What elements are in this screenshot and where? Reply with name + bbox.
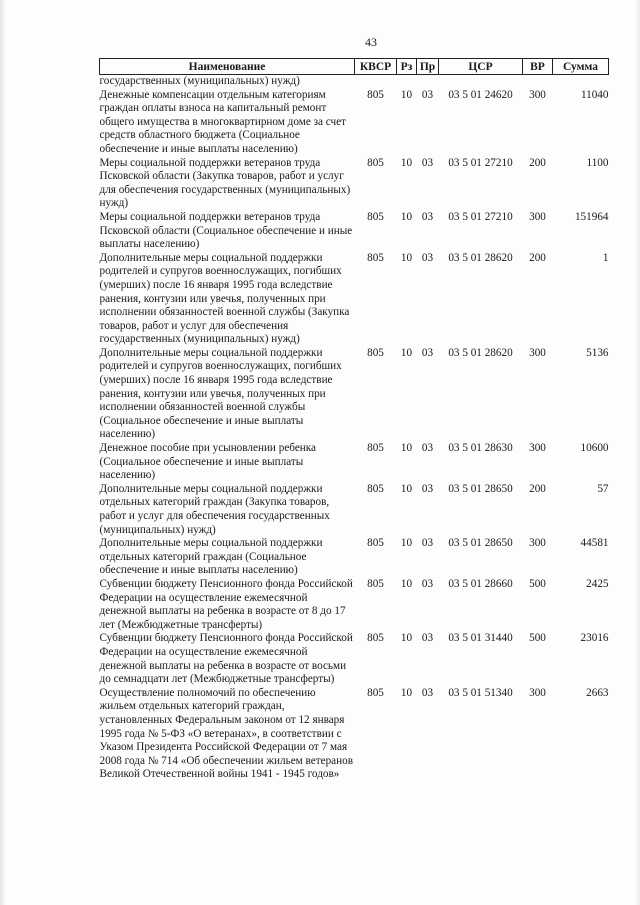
table-row bbox=[100, 211, 609, 252]
row-vr: 500 bbox=[529, 577, 546, 590]
row-vr: 200 bbox=[529, 251, 546, 264]
row-kvsr: 805 bbox=[367, 442, 384, 455]
row-vr: 200 bbox=[529, 482, 546, 495]
table-row bbox=[100, 537, 609, 578]
row-kvsr: 805 bbox=[367, 577, 384, 590]
row-pr: 03 bbox=[421, 537, 434, 550]
continuation-text: государственных (муниципальных) нужд) bbox=[99, 75, 300, 87]
row-kvsr: 805 bbox=[367, 156, 384, 169]
row-sum: 2663 bbox=[586, 686, 609, 699]
row-sum: 23016 bbox=[580, 632, 609, 645]
row-name: Меры социальной поддержки ветеранов труда Псковской области (Закупка товаров, работ и услуг для обеспечения государственных (муниципальных) нужд) bbox=[99, 156, 351, 210]
row-csr: 03 5 01 51340 bbox=[448, 686, 513, 699]
header-vr: ВР bbox=[523, 59, 553, 75]
row-kvsr: 805 bbox=[367, 346, 384, 359]
row-rz: 10 bbox=[400, 156, 413, 169]
row-sum: 10600 bbox=[580, 442, 609, 455]
scan-edge-left bbox=[0, 0, 7, 905]
row-pr: 03 bbox=[421, 251, 434, 264]
row-rz: 10 bbox=[400, 346, 413, 359]
row-name: Дополнительные меры социальной поддержки отдельных категорий граждан (Закупка товаров, работ и услуг для обеспечения государственных (муниципальных) нужд) bbox=[99, 482, 330, 536]
table-header-row bbox=[100, 59, 609, 75]
row-rz: 10 bbox=[400, 210, 413, 223]
row-pr: 03 bbox=[421, 686, 434, 699]
row-vr: 300 bbox=[529, 346, 546, 359]
row-name: Осуществление полномочий по обеспечению жильем отдельных категорий граждан, установленных Федеральным законом от 12 января 1995 года № 5-ФЗ «О ветеранах», в соответствии с Указом Президента Российской Федерации от 7 мая 2008 года № 714 «Об обеспечении жильем ветеранов Великой Отечественной войны 1941 - 1945 годов» bbox=[99, 686, 353, 781]
row-sum: 2425 bbox=[586, 577, 609, 590]
header-name: Наименование bbox=[100, 59, 355, 75]
header-pr: Пр bbox=[417, 59, 439, 75]
row-name: Дополнительные меры социальной поддержки родителей и супругов военнослужащих, погибших (умерших) после 16 января 1995 года вследствие ранения, контузии или увечья, полученных при исполнении обязанностей военной службы (Закупка товаров, работ и услуг для обеспечения государственных (муниципальных) нужд) bbox=[99, 251, 350, 346]
row-csr: 03 5 01 27210 bbox=[448, 210, 513, 223]
header-rz: Рз bbox=[397, 59, 417, 75]
row-kvsr: 805 bbox=[367, 537, 384, 550]
row-vr: 300 bbox=[529, 686, 546, 699]
row-vr: 300 bbox=[529, 442, 546, 455]
row-sum: 11040 bbox=[580, 88, 609, 101]
row-name: Дополнительные меры социальной поддержки родителей и супругов военнослужащих, погибших (умерших) после 16 января 1995 года вследствие ранения, контузии или увечья, полученных при исполнении обязанностей военной службы (Социальное обеспечение и иные выплаты населению) bbox=[99, 346, 342, 441]
row-pr: 03 bbox=[421, 346, 434, 359]
scan-edge-right bbox=[635, 0, 640, 905]
row-kvsr: 805 bbox=[367, 88, 384, 101]
header-sum: Сумма bbox=[553, 59, 609, 75]
budget-table bbox=[99, 58, 609, 782]
row-pr: 03 bbox=[421, 577, 434, 590]
row-sum: 5136 bbox=[586, 346, 609, 359]
table-row bbox=[100, 483, 609, 537]
row-pr: 03 bbox=[421, 88, 434, 101]
header-csr: ЦСР bbox=[439, 59, 523, 75]
row-csr: 03 5 01 28660 bbox=[448, 577, 513, 590]
row-name: Денежное пособие при усыновлении ребенка (Социальное обеспечение и иные выплаты населению) bbox=[99, 442, 317, 482]
row-name: Субвенции бюджету Пенсионного фонда Российской Федерации на осуществление ежемесячной денежной выплаты на ребенка в возрасте от 8 до 17 лет (Межбюджетные трансферты) bbox=[99, 577, 353, 631]
row-csr: 03 5 01 31440 bbox=[448, 632, 513, 645]
table-row bbox=[100, 632, 609, 686]
row-vr: 200 bbox=[529, 156, 546, 169]
row-csr: 03 5 01 28650 bbox=[448, 482, 513, 495]
table-row bbox=[100, 157, 609, 211]
table-row bbox=[100, 687, 609, 782]
row-csr: 03 5 01 28620 bbox=[448, 346, 513, 359]
table-body bbox=[100, 75, 609, 782]
row-sum: 57 bbox=[597, 482, 609, 495]
row-kvsr: 805 bbox=[367, 251, 384, 264]
row-name: Денежные компенсации отдельным категориям граждан оплаты взноса на капитальный ремонт общего имущества в многоквартирном доме за счет средств областного бюджета (Социальное обеспечение и иные выплаты населению) bbox=[99, 88, 346, 155]
row-csr: 03 5 01 28630 bbox=[448, 442, 513, 455]
row-rz: 10 bbox=[400, 686, 413, 699]
row-pr: 03 bbox=[421, 632, 434, 645]
table-row bbox=[100, 347, 609, 442]
row-sum: 1100 bbox=[586, 156, 609, 169]
table-row bbox=[100, 578, 609, 632]
row-kvsr: 805 bbox=[367, 482, 384, 495]
row-sum: 151964 bbox=[574, 210, 609, 223]
row-rz: 10 bbox=[400, 632, 413, 645]
row-rz: 10 bbox=[400, 88, 413, 101]
row-vr: 300 bbox=[529, 210, 546, 223]
row-rz: 10 bbox=[400, 251, 413, 264]
row-vr: 300 bbox=[529, 88, 546, 101]
row-rz: 10 bbox=[400, 577, 413, 590]
row-sum: 1 bbox=[602, 251, 609, 264]
row-pr: 03 bbox=[421, 442, 434, 455]
row-vr: 500 bbox=[529, 632, 546, 645]
row-name: Дополнительные меры социальной поддержки отдельных категорий граждан (Социальное обеспечение и иные выплаты населению) bbox=[99, 537, 323, 577]
row-csr: 03 5 01 28650 bbox=[448, 537, 513, 550]
table-row bbox=[100, 252, 609, 347]
page-number: 43 bbox=[365, 35, 377, 49]
table-row bbox=[100, 89, 609, 157]
row-name: Субвенции бюджету Пенсионного фонда Российской Федерации на осуществление ежемесячной денежной выплаты на ребенка в возрасте от восьми до семнадцати лет (Межбюджетные трансферты) bbox=[99, 632, 353, 686]
row-rz: 10 bbox=[400, 442, 413, 455]
row-rz: 10 bbox=[400, 482, 413, 495]
row-kvsr: 805 bbox=[367, 686, 384, 699]
continuation-row bbox=[100, 75, 609, 89]
row-csr: 03 5 01 28620 bbox=[448, 251, 513, 264]
row-csr: 03 5 01 24620 bbox=[448, 88, 513, 101]
row-kvsr: 805 bbox=[367, 632, 384, 645]
row-pr: 03 bbox=[421, 482, 434, 495]
row-name: Меры социальной поддержки ветеранов труда Псковской области (Социальное обеспечение и иные выплаты населению) bbox=[99, 210, 353, 251]
row-kvsr: 805 bbox=[367, 210, 384, 223]
row-csr: 03 5 01 27210 bbox=[448, 156, 513, 169]
row-vr: 300 bbox=[529, 537, 546, 550]
header-kvsr: КВСР bbox=[355, 59, 397, 75]
table-row bbox=[100, 442, 609, 483]
row-pr: 03 bbox=[421, 156, 434, 169]
row-pr: 03 bbox=[421, 210, 434, 223]
row-rz: 10 bbox=[400, 537, 413, 550]
row-sum: 44581 bbox=[580, 537, 609, 550]
